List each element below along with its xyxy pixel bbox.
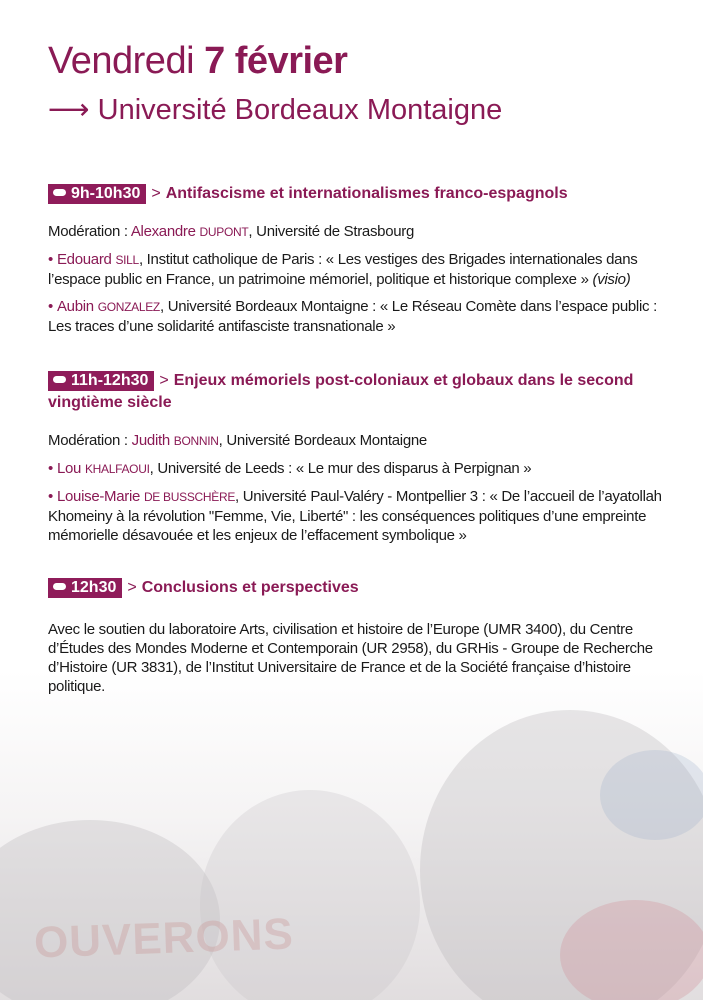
talk-item: • Louise-Marie DE BUSSCHÈRE, Université Paul-Valéry - Montpellier 3 : « De l’accueil de l’ayatollah Khomeiny à la révolution "Femme, Vie, Liberté" : les conséquences politiques d’une empreinte mémorielle désavouée et les enjeux de l’effacement symbolique »: [48, 488, 662, 544]
session-1: [48, 183, 668, 336]
session-2: [48, 370, 668, 545]
talk-item: • Aubin GONZALEZ, Université Bordeaux Montaigne : « Le Réseau Comète dans l’espace public : Les traces d’une solidarité antifasciste transnationale »: [48, 298, 657, 335]
moderator-name: Alexandre DUPONT: [130, 223, 249, 240]
bullet-icon: •: [48, 251, 53, 268]
time-badge: 11h-12h30: [48, 371, 154, 391]
chevron-right-icon: >: [127, 579, 137, 596]
speaker-name: Edouard SILL: [56, 251, 139, 268]
venue-subtitle: ⟶ Université Bordeaux Montaigne: [48, 94, 503, 126]
long-arrow-icon: ⟶: [48, 94, 90, 126]
pill-icon: [53, 189, 66, 196]
chevron-right-icon: >: [151, 185, 161, 202]
pill-icon: [53, 583, 66, 590]
page-title: Vendredi 7 février: [48, 40, 348, 82]
speaker-name: Lou KHALFAOUI: [56, 460, 150, 477]
session-title-2: 11h-12h30 > Enjeux mémoriels post-coloniaux et globaux dans le second vingtième siècle: [48, 371, 634, 411]
moderator-name: Judith BONNIN: [131, 432, 219, 449]
session-3: [48, 577, 668, 599]
talk-item: • Edouard SILL, Institut catholique de Paris : « Les vestiges des Brigades internationales dans l’espace public en France, un patrimoine mémoriel, politique et historique complexe » (visio): [48, 251, 638, 288]
moderation: Modération : Alexandre DUPONT, Université de Strasbourg: [48, 223, 415, 240]
speaker-name: Aubin GONZALEZ: [56, 298, 160, 315]
visio-note: (visio): [588, 271, 631, 288]
bullet-icon: •: [48, 460, 53, 477]
bullet-icon: •: [48, 298, 53, 315]
time-badge: 12h30: [48, 578, 122, 598]
moderation: Modération : Judith BONNIN, Université Bordeaux Montaigne: [48, 432, 427, 449]
background-mural-photo: [0, 670, 703, 1000]
time-badge: 9h-10h30: [48, 184, 146, 204]
mural-graffiti-text: OUVERONS: [33, 909, 295, 968]
session-title-3: 12h30 > Conclusions et perspectives: [48, 577, 668, 599]
talk-item: • Lou KHALFAOUI, Université de Leeds : « Le mur des disparus à Perpignan »: [48, 460, 532, 477]
speaker-name: Louise-Marie DE BUSSCHÈRE: [56, 488, 236, 505]
chevron-right-icon: >: [159, 372, 169, 389]
session-title-1: 9h-10h30 > Antifascisme et internationalismes franco-espagnols: [48, 183, 668, 205]
pill-icon: [53, 376, 66, 383]
support-acknowledgement: Avec le soutien du laboratoire Arts, civilisation et histoire de l’Europe (UMR 3400), du Centre d’Études des Mondes Moderne et Contemporain (UR 2958), du GRHis - Groupe de Recherche d’Histoire (UR 3831), de l’Institut Universitaire de France et de la Société française d’histoire politique.: [48, 621, 653, 695]
bullet-icon: •: [48, 488, 53, 505]
